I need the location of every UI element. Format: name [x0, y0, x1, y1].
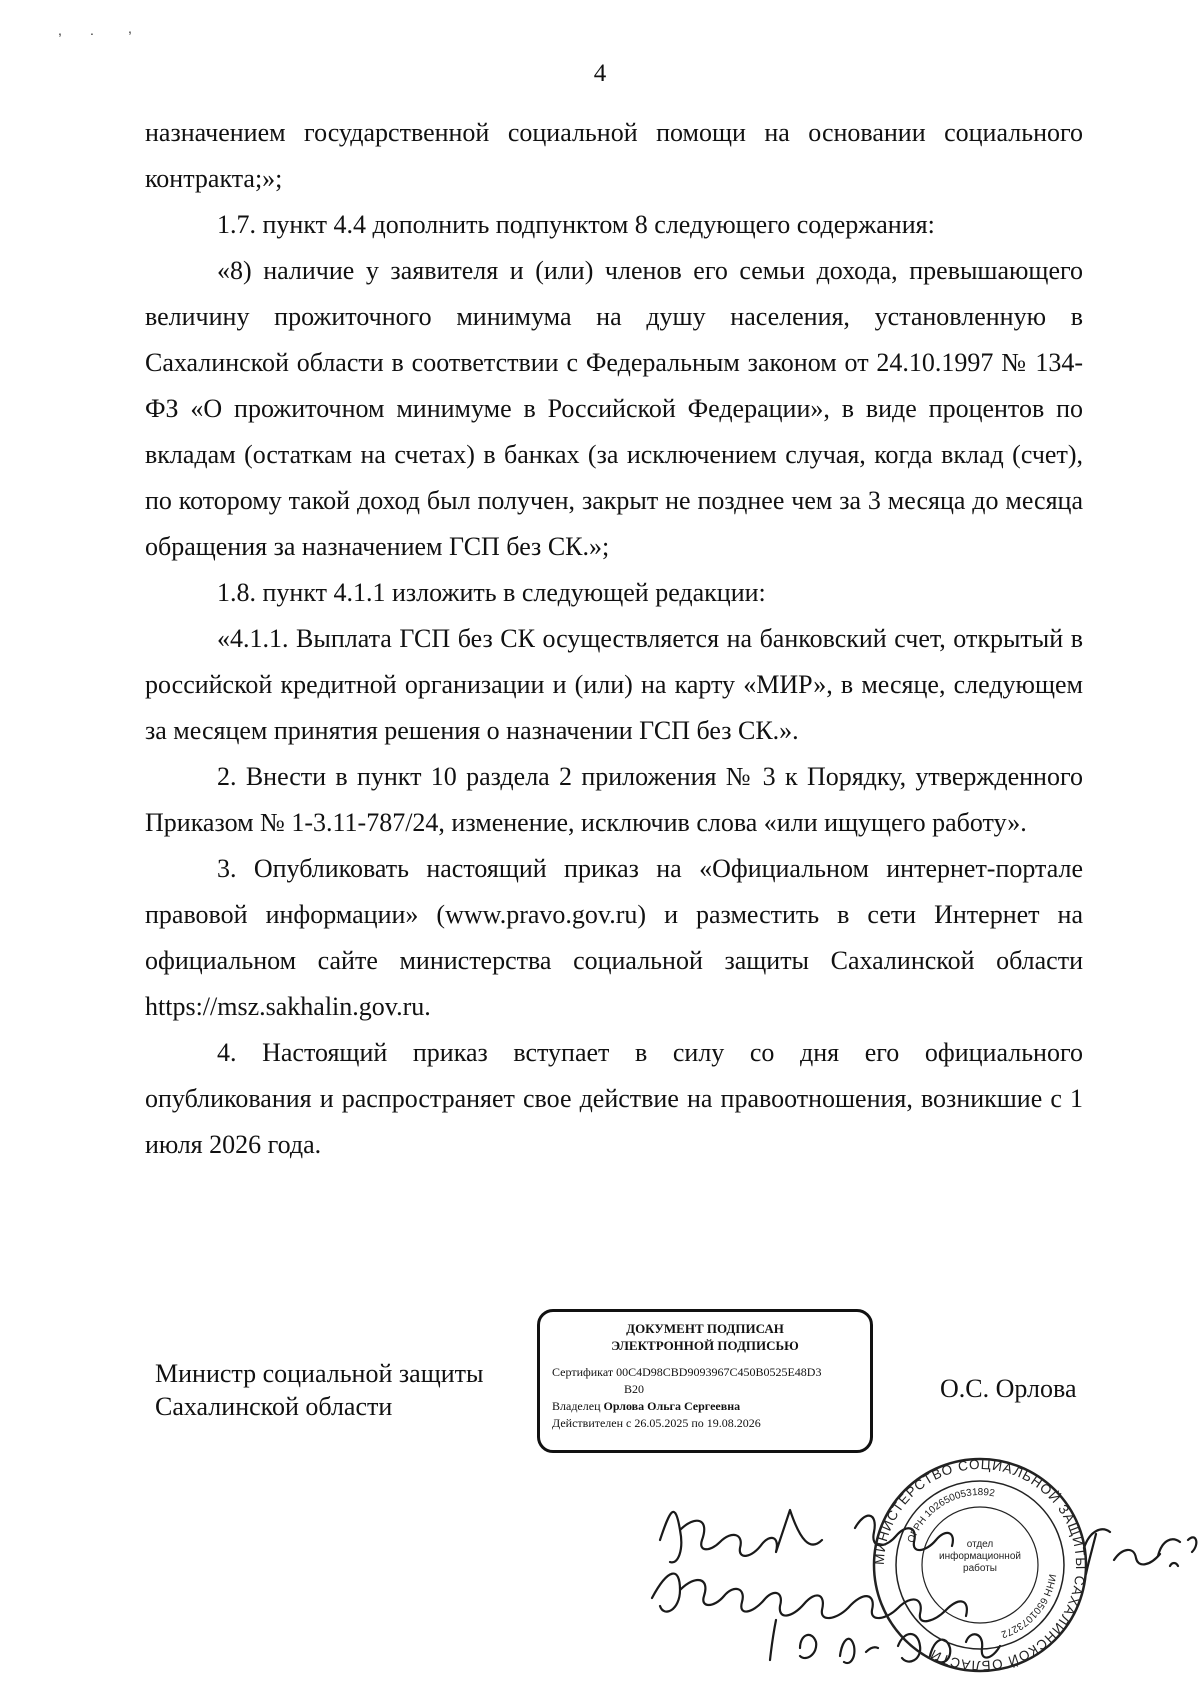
stamp-validity — [552, 1415, 858, 1432]
scan-artifact: , — [58, 22, 62, 38]
scan-artifact: . — [90, 22, 94, 38]
certificate-label: Сертификат — [552, 1365, 614, 1379]
paragraph-item-4-1-1: «4.1.1. Выплата ГСП без СК осуществляется на банковский счет, открытый в российской кредитной организации и (или) на карту «МИР», в месяце, следующем за месяцем принятия решения о назначении ГСП без СК.». — [145, 624, 1083, 745]
official-seal — [870, 1455, 1090, 1675]
position-line-2: Сахалинской области — [155, 1392, 393, 1421]
seal-ogrn: ОГРН 1026500531892 — [905, 1486, 996, 1545]
stamp-certificate — [552, 1364, 858, 1381]
stamp-title-line-2: ЭЛЕКТРОННОЙ ПОДПИСЬЮ — [611, 1338, 799, 1353]
electronic-signature-stamp — [537, 1309, 873, 1453]
page-number: 4 — [593, 60, 607, 87]
seal-center-text: отдел информационной работы — [939, 1539, 1021, 1574]
valid-label: Действителен с — [552, 1416, 632, 1430]
paragraph-item-4: 4. Настоящий приказ вступает в силу со дня его официального опубликования и распространяет свое действие на правоотношения, возникшие с 1 июля 2026 года. — [145, 1038, 1083, 1159]
signer-name: О.С. Орлова — [940, 1374, 1077, 1403]
scan-artifact: , — [128, 20, 132, 36]
paragraph-item-2: 2. Внести в пункт 10 раздела 2 приложения № 3 к Порядку, утвержденного Приказом № 1-3.11-787/24, изменение, исключив слова «или ищущего работу». — [145, 762, 1083, 837]
paragraph-continuation: назначением государственной социальной помощи на основании социального контракта;»; — [145, 118, 1083, 193]
paragraph-item-1-8: 1.8. пункт 4.1.1 изложить в следующей редакции: — [217, 578, 766, 607]
paragraph-item-3: 3. Опубликовать настоящий приказ на «Официальном интернет-портале правовой информации» (www.pravo.gov.ru) и разместить в сети Интернет на официальном сайте министерства социальной защиты Сахалинской области https://msz.sakhalin.gov.ru. — [145, 854, 1083, 1021]
signatory-position — [155, 1357, 483, 1423]
document-body — [145, 110, 1083, 1168]
seal-inn: ИНН 6501073272 — [999, 1573, 1058, 1640]
owner-label: Владелец — [552, 1399, 601, 1413]
paragraph-item-1-7: 1.7. пункт 4.4 дополнить подпунктом 8 следующего содержания: — [217, 210, 935, 239]
seal-outer-text: МИНИСТЕРСТВО СОЦИАЛЬНОЙ ЗАЩИТЫ САХАЛИНСКОЙ ОБЛАСТИ — [871, 1456, 1089, 1674]
certificate-value: 00C4D98CBD9093967C450B0525E48D3 — [616, 1365, 822, 1379]
seal-center — [936, 1539, 1024, 1591]
paragraph-subitem-8: «8) наличие у заявителя и (или) членов его семьи дохода, превышающего величину прожиточного минимума на душу населения, установленную в Сахалинской области в соответствии с Федеральным законом от 24.10.1997 № 134-ФЗ «О прожиточном минимуме в Российской Федерации», в виде процентов по вкладам (остаткам на счетах) в банках (за исключением случая, когда вклад (счет), по которому такой доход был получен, закрыт не позднее чем за 3 месяца до месяца обращения за назначением ГСП без СК.»; — [145, 256, 1083, 561]
position-line-1: Министр социальной защиты — [155, 1359, 484, 1388]
stamp-owner — [552, 1398, 858, 1415]
valid-value: 26.05.2025 по 19.08.2026 — [634, 1416, 761, 1430]
owner-value: Орлова Ольга Сергеевна — [603, 1399, 741, 1413]
stamp-title-line-1: ДОКУМЕНТ ПОДПИСАН — [626, 1321, 784, 1336]
certificate-value-cont: B20 — [624, 1382, 645, 1396]
